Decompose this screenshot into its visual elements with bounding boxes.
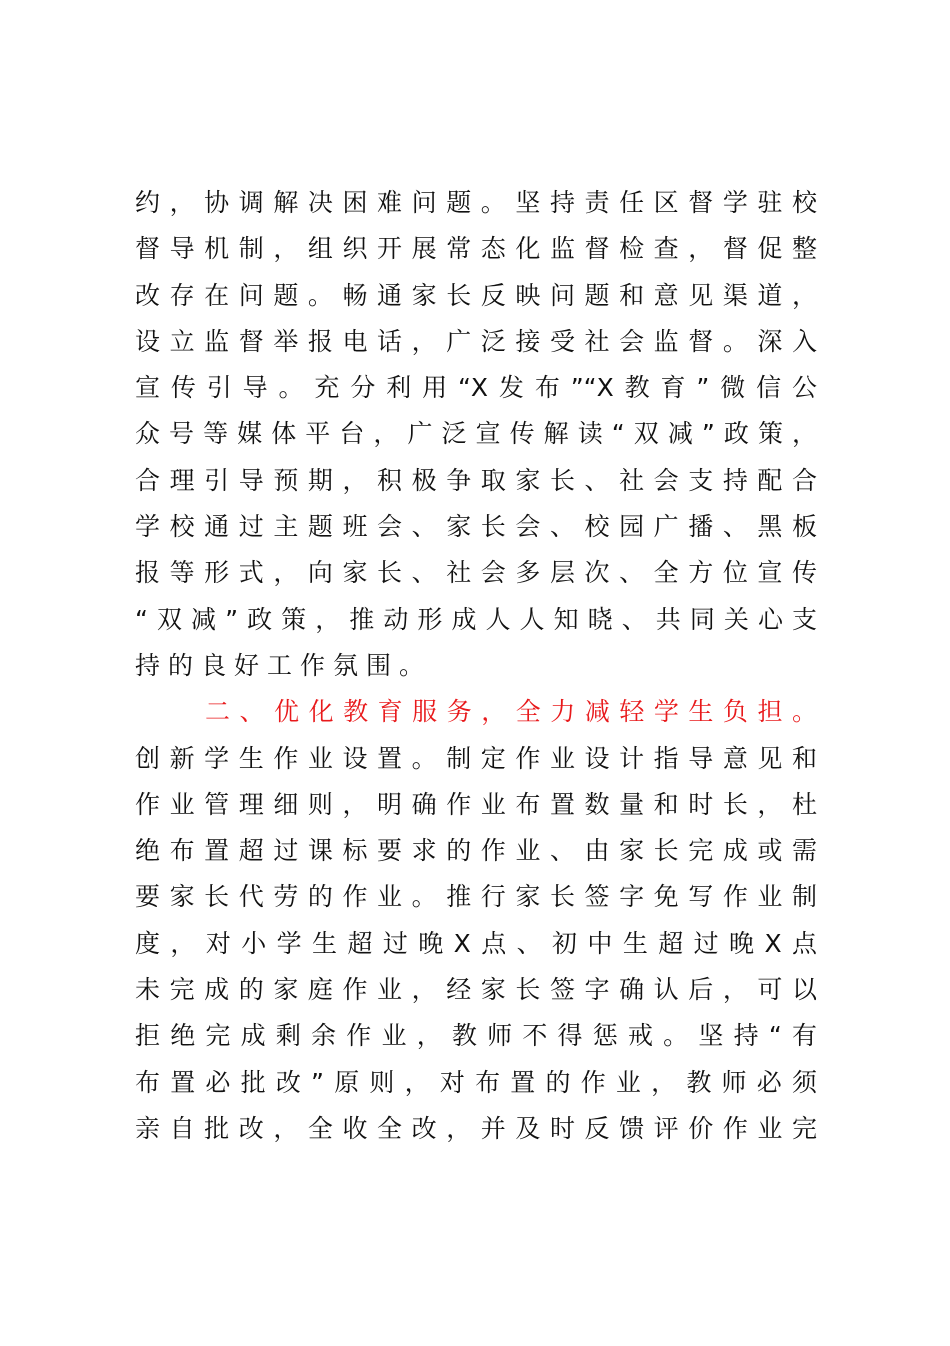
text-line: 宣传引导。充分利用“X发布”“X教育”微信公 [135,373,817,403]
section-heading: 二、优化教育服务，全力减轻学生负担。 [205,697,817,727]
text-line: 学校通过主题班会、家长会、校园广播、黑板 [135,512,817,542]
text-line: 要家长代劳的作业。推行家长签字免写作业制 [135,882,817,912]
text-line: 督导机制，组织开展常态化监督检查，督促整 [135,234,817,264]
body-text [135,180,817,1152]
text-line: “双减”政策，推动形成人人知晓、共同关心支 [135,604,817,634]
text-line: 众号等媒体平台，广泛宣传解读“双减”政策， [135,419,817,449]
text-line: 约，协调解决困难问题。坚持责任区督学驻校 [135,188,817,217]
text-line: 未完成的家庭作业，经家长签字确认后，可以 [135,975,817,1005]
text-line: 作业管理细则，明确作业布置数量和时长，杜 [135,789,817,819]
text-line: 布置必批改”原则，对布置的作业，教师必须 [135,1067,817,1097]
text-line: 拒绝完成剩余作业，教师不得惩戒。坚持“有 [135,1021,817,1051]
text-line: 设立监督举报电话，广泛接受社会监督。深入 [135,326,817,356]
text-line: 报等形式，向家长、社会多层次、全方位宣传 [135,558,817,588]
text-line: 持的良好工作氛围。 [135,650,433,680]
text-line: 合理引导预期，积极争取家长、社会支持配合 [135,465,817,495]
text-line: 度，对小学生超过晚X点、初中生超过晚X点 [135,928,817,958]
text-line: 亲自批改，全收全改，并及时反馈评价作业完 [135,1113,817,1143]
text-line: 创新学生作业设置。制定作业设计指导意见和 [135,743,817,773]
text-line: 改存在问题。畅通家长反映问题和意见渠道， [135,280,817,310]
text-line: 绝布置超过课标要求的作业、由家长完成或需 [135,836,817,866]
